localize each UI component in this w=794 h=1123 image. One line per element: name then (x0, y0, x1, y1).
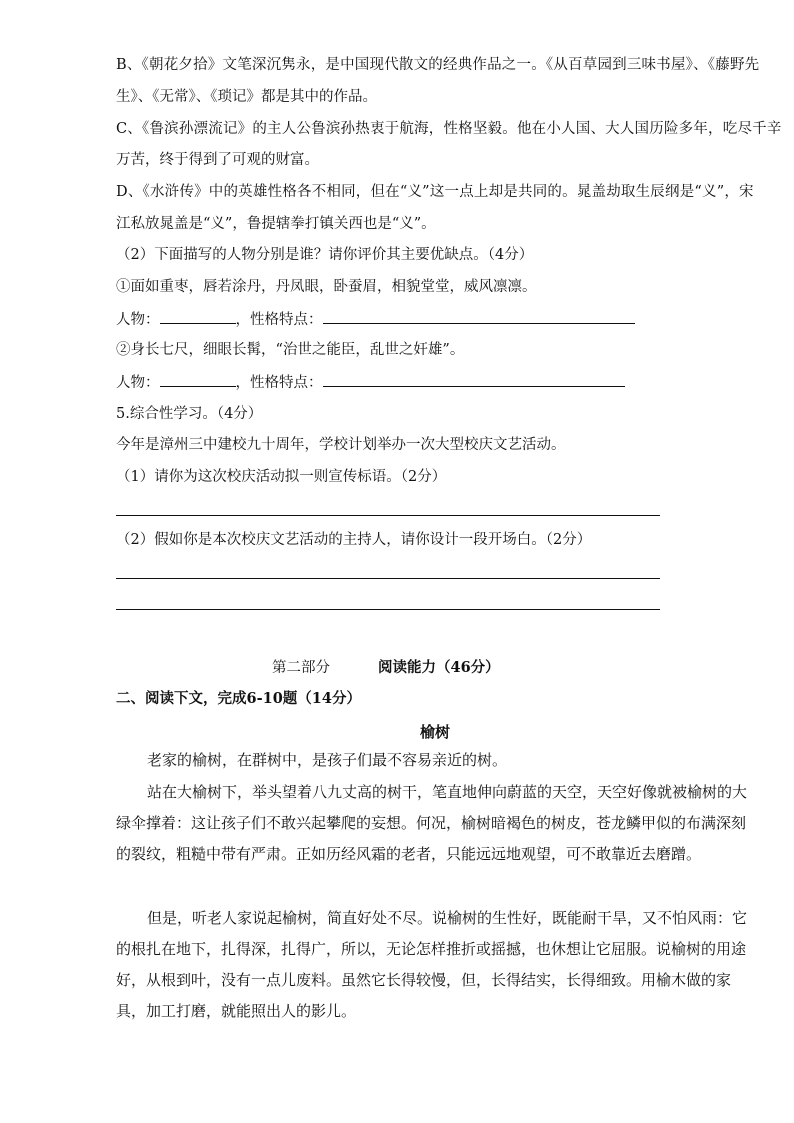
option-b-line-2: 生》、《无常》、《琐记》都是其中的作品。 (116, 89, 377, 105)
option-d-line-2: 江私放晁盖是“义”，鲁提辖拳打镇关西也是“义”。 (116, 216, 436, 232)
trait-1-blank[interactable] (323, 309, 635, 324)
question-5-sub-2: （2）假如你是本次校庆文艺活动的主持人，请你设计一段开场白。（2分） (116, 532, 592, 548)
question-5-title: 5.综合性学习。（4分） (116, 406, 263, 422)
character-2-answer-row (116, 372, 625, 393)
question-5-sub-1: （1）请你为这次校庆活动拟一则宣传标语。（2分） (116, 469, 447, 485)
trait-2-blank[interactable] (323, 372, 625, 387)
answer-line-2[interactable] (116, 578, 660, 579)
section-label: 第二部分 (272, 660, 330, 676)
article-title: 榆树 (420, 723, 451, 741)
person-1-blank[interactable] (160, 309, 236, 324)
character-1-description: ①面如重枣，唇若涂丹，丹凤眼，卧蚕眉，相貌堂堂，威风凛凛。 (116, 279, 537, 295)
article-paragraph-3: 但是，听老人家说起榆树，简直好处不尽。说榆树的生性好，既能耐干旱，又不怕风雨：它的根扎在地下，扎得深，扎得广，所以，无论怎样推折或摇撼，也休想让它屈服。说榆树的用途好，从根到叶，没有一点儿废料。虽然它长得较慢，但，长得结实，长得细致。用榆木做的家具，加工打磨，就能照出人的影儿。 (116, 909, 748, 1020)
question-2-prompt: （2）下面描写的人物分别是谁？请你评价其主要优缺点。（4分） (116, 247, 534, 263)
option-c-line-1: C、《鲁滨孙漂流记》的主人公鲁滨孙热衷于航海，性格坚毅。他在小人国、大人国历险多年，吃尽千辛 (116, 121, 782, 137)
answer-line-3[interactable] (116, 609, 660, 610)
trait-label: ，性格特点： (235, 375, 323, 391)
article-paragraph-2: 站在大榆树下，举头望着八九丈高的树干，笔直地伸向蔚蓝的天空，天空好像就被榆树的大绿伞撑着：这让孩子们不敢兴起攀爬的妄想。何况，榆树暗褐色的树皮，苍龙鳞甲似的布满深刻的裂纹，粗糙中带有严肃。正如历经风霜的老者，只能远远地观望，可不敢靠近去磨蹭。 (116, 783, 748, 863)
question-5-intro: 今年是漳州三中建校九十周年，学校计划举办一次大型校庆文艺活动。 (116, 437, 566, 453)
option-c-line-2: 万苦，终于得到了可观的财富。 (116, 152, 319, 168)
article-paragraph-1: 老家的榆树，在群树中，是孩子们最不容易亲近的树。 (147, 751, 508, 769)
answer-line-1[interactable] (116, 515, 660, 516)
option-d-line-1: D、《水浒传》中的英雄性格各不相同，但在“义”这一点上却是共同的。晁盖劫取生辰纲是“义”，宋 (116, 184, 754, 200)
section-title: 阅读能力（46分） (378, 659, 500, 676)
option-b-line-1: B、《朝花夕拾》文笔深沉隽永，是中国现代散文的经典作品之一。《从百草园到三味书屋》、《藤野先 (116, 57, 760, 73)
person-2-blank[interactable] (160, 372, 236, 387)
question-header: 二、阅读下文，完成6-10题（14分） (116, 690, 361, 707)
person-label: 人物： (116, 375, 160, 391)
person-label: 人物： (116, 312, 160, 328)
trait-label: ，性格特点： (235, 312, 323, 328)
character-1-answer-row (116, 309, 635, 330)
character-2-description: ②身长七尺，细眼长髯，“治世之能臣，乱世之奸雄”。 (116, 342, 465, 358)
